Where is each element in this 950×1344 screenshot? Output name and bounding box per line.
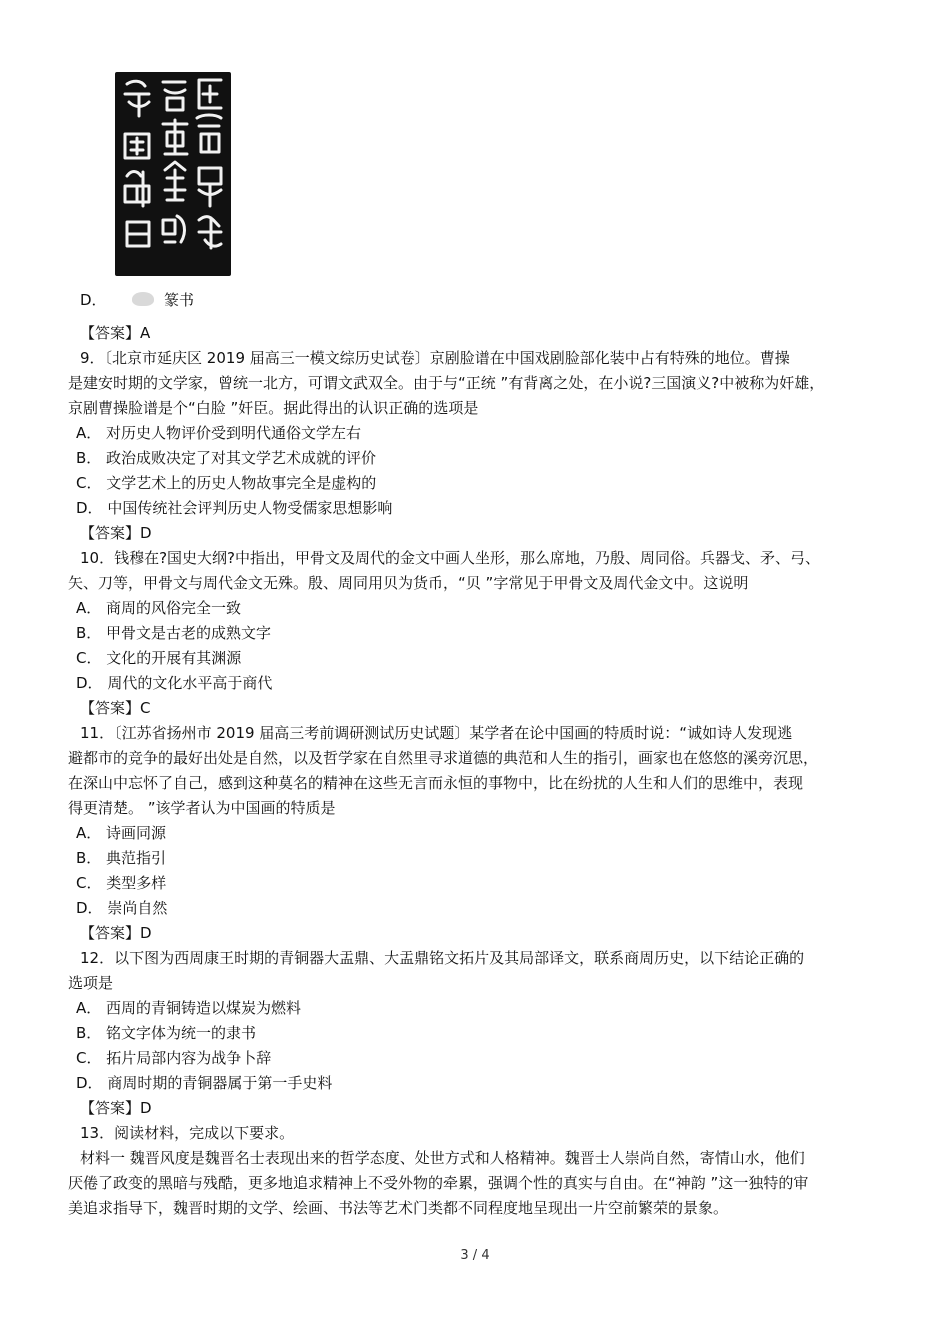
text-line: C． 类型多样: [76, 874, 167, 892]
question-text-block: [68, 321, 888, 1221]
text-line: 11．〔江苏省扬州市 2019 届高三考前调研测试历史试题〕某学者在论中国画的特质时说：“诚如诗人发现逃: [80, 724, 793, 742]
text-line: 9．〔北京市延庆区 2019 届高三一模文综历史试卷〕京剧脸谱在中国戏剧脸部化装中占有特殊的地位。曹操: [80, 349, 790, 367]
text-line: C． 文学艺术上的历史人物故事完全是虚构的: [76, 474, 377, 492]
text-line: A． 对历史人物评价受到明代通俗文学左右: [76, 424, 362, 442]
text-line: B． 铭文字体为统一的隶书: [76, 1024, 257, 1042]
text-line: 【答案】D: [80, 1099, 152, 1117]
text-line: D． 商周时期的青铜器属于第一手史料: [76, 1074, 333, 1092]
text-line: 京剧曹操脸谱是个“白脸 ”奸臣。据此得出的认识正确的选项是: [68, 399, 479, 417]
text-line: A． 商周的风俗完全一致: [76, 599, 242, 617]
text-line: D． 崇尚自然: [76, 899, 168, 917]
text-line: A． 诗画同源: [76, 824, 167, 842]
text-line: 选项是: [68, 974, 114, 992]
text-line: 10．钱穆在?国史大纲?中指出，甲骨文及周代的金文中画人坐形，那么席地，乃殷、周同俗。兵器戈、矛、弓、: [80, 549, 821, 567]
seal-script-glyphs: [115, 72, 231, 276]
text-line: C． 拓片局部内容为战争卜辞: [76, 1049, 272, 1067]
text-line: B． 甲骨文是古老的成熟文字: [76, 624, 272, 642]
text-line: 避都市的竞争的最好出处是自然，以及哲学家在自然里寻求道德的典范和人生的指引，画家也在悠悠的溪旁沉思，: [68, 749, 819, 767]
text-line: 13．阅读材料，完成以下要求。: [80, 1124, 295, 1142]
text-line: A． 西周的青铜铸造以煤炭为燃料: [76, 999, 302, 1017]
text-line: 矢、刀等，甲骨文与周代金文无殊。殷、周同用贝为货币，“贝 ”字常见于甲骨文及周代金文中。这说明: [68, 574, 749, 592]
text-line: 【答案】C: [80, 699, 151, 717]
text-line: 在深山中忘怀了自己，感到这种莫名的精神在这些无言而永恒的事物中，比在纷扰的人生和人们的思维中，表现: [68, 774, 804, 792]
text-line: D． 中国传统社会评判历史人物受儒家思想影响: [76, 499, 393, 517]
text-line: 是建安时期的文学家，曾统一北方，可谓文武双全。由于与“正统 ”有背离之处，在小说?三国演义?中被称为奸雄，: [68, 374, 825, 392]
text-line: 美追求指导下，魏晋时期的文学、绘画、书法等艺术门类都不同程度地呈现出一片空前繁荣的景象。: [68, 1199, 729, 1217]
text-line: B． 政治成败决定了对其文学艺术成就的评价: [76, 449, 377, 467]
text-line: 厌倦了政变的黑暗与残酷，更多地追求精神上不受外物的牵累，强调个性的真实与自由。在“神韵 ”这一独特的审: [68, 1174, 809, 1192]
text-line: C． 文化的开展有其渊源: [76, 649, 242, 667]
text-line: 得更清楚。 ”该学者认为中国画的特质是: [68, 799, 336, 817]
option-d-seal-script: [80, 288, 194, 312]
text-line: B． 典范指引: [76, 849, 167, 867]
text-line: D． 周代的文化水平高于商代: [76, 674, 273, 692]
page-number: 3 / 4: [460, 1248, 490, 1263]
text-line: 【答案】A: [80, 324, 151, 342]
seal-script-image: [115, 72, 231, 276]
image-placeholder-icon: [132, 292, 154, 306]
option-label: D．: [80, 291, 107, 309]
option-text: 篆书: [164, 291, 195, 309]
text-line: 材料一 魏晋风度是魏晋名士表现出来的哲学态度、处世方式和人格精神。魏晋士人崇尚自然，寄情山水，他们: [80, 1149, 805, 1167]
text-line: 【答案】D: [80, 524, 152, 542]
text-line: 【答案】D: [80, 924, 152, 942]
text-line: 12．以下图为西周康王时期的青铜器大盂鼎、大盂鼎铭文拓片及其局部译文，联系商周历史，以下结论正确的: [80, 949, 805, 967]
